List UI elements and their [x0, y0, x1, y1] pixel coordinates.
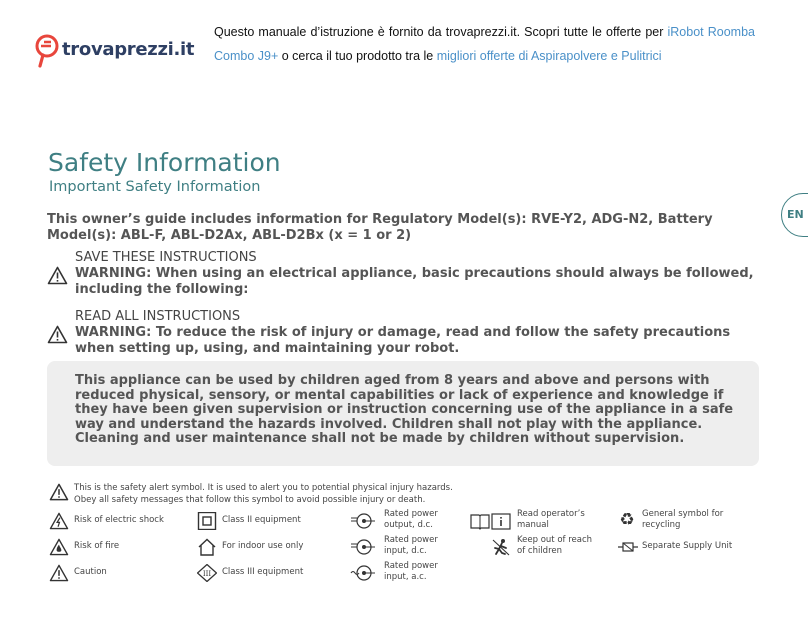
- warning-block: [47, 309, 767, 359]
- header-text-part1: Questo manuale d’istruzione è fornito da trovaprezzi.it. Scopri tutte le offerte per: [214, 25, 668, 39]
- legend-item: [49, 538, 189, 560]
- children-notice-box: [47, 361, 759, 466]
- legend-label: For indoor use only: [222, 541, 304, 551]
- legend-item: [197, 512, 337, 534]
- legend-item: [469, 509, 609, 534]
- legend-label: Keep out of reach of children: [517, 535, 593, 556]
- svg-text:III: III: [202, 570, 212, 578]
- legend-item: [617, 509, 747, 534]
- warning-triangle-icon: [47, 325, 68, 344]
- legend-label: Separate Supply Unit: [642, 541, 733, 551]
- legend-label: Rated power input, d.c.: [384, 535, 438, 556]
- alert-description: This is the safety alert symbol. It is used to alert you to potential physical injury hazards.: [74, 483, 453, 493]
- legend-label: Rated power input, a.c.: [384, 561, 438, 582]
- language-tab-label: EN: [787, 208, 804, 221]
- legend-label: Class III equipment: [222, 567, 304, 577]
- legend-label: Risk of fire: [74, 541, 120, 551]
- legend-item: [617, 538, 747, 560]
- warning-heading: READ ALL INSTRUCTIONS: [75, 309, 241, 324]
- recycle-icon: ♻: [619, 510, 635, 530]
- legend-label: Read operator’s manual: [517, 509, 585, 530]
- safety-alert-icon: [49, 483, 69, 501]
- warning-heading: SAVE THESE INSTRUCTIONS: [75, 250, 257, 265]
- intro-paragraph: This owner’s guide includes information for Regulatory Model(s): RVE-Y2, ADG-N2, Battery Model(s): ABL-F, ABL-D2Ax, ABL-D2Bx (x = 1 or 2): [47, 212, 713, 243]
- safety-alert-legend: [49, 482, 469, 506]
- warning-text: WARNING: To reduce the risk of injury or damage, read and follow the safety precautions when setting up, using, and maintaining your robot.: [75, 325, 731, 356]
- legend-item: [197, 538, 337, 560]
- trovaprezzi-logo[interactable]: [34, 34, 195, 68]
- legend-item: [49, 512, 189, 534]
- operator-manual-icon: [469, 512, 513, 530]
- legend-item: [350, 535, 460, 560]
- power-input-dc-icon: [350, 538, 376, 556]
- power-output-dc-icon: [350, 512, 376, 530]
- legend-label: Caution: [74, 567, 107, 577]
- house-icon: [197, 538, 217, 556]
- legend-item: [469, 535, 609, 560]
- keep-from-children-icon: [491, 538, 511, 556]
- legend-item: [350, 509, 460, 534]
- electric-shock-icon: [49, 512, 69, 530]
- logo-icon: [34, 34, 60, 68]
- legend-item: [49, 564, 189, 586]
- page-subtitle: Important Safety Information: [49, 179, 261, 195]
- alert-description: Obey all safety messages that follow this symbol to avoid possible injury or death.: [74, 495, 426, 505]
- power-input-ac-icon: [350, 564, 376, 582]
- header-notice: [214, 20, 755, 68]
- class-ii-icon: [197, 512, 217, 530]
- offers-link[interactable]: migliori offerte di Aspirapolvere e Pulitrici: [436, 49, 662, 63]
- caution-icon: [49, 564, 69, 582]
- children-notice-text: This appliance can be used by children aged from 8 years and above and persons with reduced physical, sensory, or mental capabilities or lack of experience and knowledge if they have been given supervision or instruction concerning use of the appliance in a safe way and understand the hazards involved. Children shall not play with the appliance. Cleaning and user maintenance shall not be made by children without supervision.: [75, 373, 734, 447]
- logo-text: trovaprezzi.it: [62, 39, 195, 60]
- legend-label: Rated power output, d.c.: [384, 509, 438, 530]
- page-title: Safety Information: [48, 148, 281, 177]
- header-text-part2: o cerca il tuo prodotto tra le: [278, 49, 437, 63]
- legend-label: Risk of electric shock: [74, 515, 164, 525]
- fire-icon: [49, 538, 69, 556]
- warning-text: WARNING: When using an electrical appliance, basic precautions should always be followed, including the following:: [75, 266, 754, 297]
- class-iii-icon: [197, 564, 217, 582]
- warning-block: [47, 250, 767, 300]
- legend-label: Class II equipment: [222, 515, 301, 525]
- separate-supply-unit-icon: [617, 538, 639, 556]
- warning-triangle-icon: [47, 266, 68, 285]
- legend-item: [350, 561, 460, 586]
- legend-item: [197, 564, 337, 586]
- language-tab[interactable]: [781, 193, 808, 237]
- product-link[interactable]: iRobot Roomba Combo J9+: [214, 25, 755, 63]
- legend-label: General symbol for recycling: [642, 509, 724, 530]
